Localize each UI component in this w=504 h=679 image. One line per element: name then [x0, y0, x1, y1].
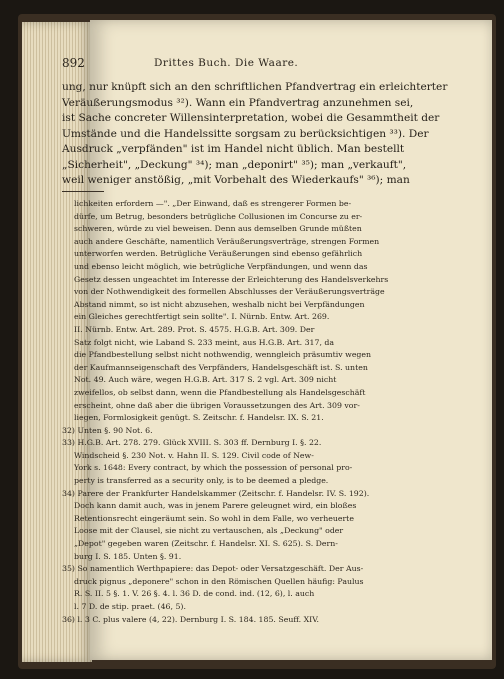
footnote-line: 35) So namentlich Werthpapiere: das Depot- oder Versatzgeschäft. Der Aus-	[62, 564, 364, 574]
footnote-divider	[62, 191, 104, 192]
footnote-line: Gesetz dessen ungeachtet im Interesse der Erleichterung des Handelsverkehrs	[74, 274, 389, 284]
footnote-line: erscheint, ohne daß aber die übrigen Voraussetzungen des Art. 309 vor-	[74, 400, 360, 410]
main-text	[62, 80, 448, 189]
footnote-line: unterworfen werden. Betrügliche Veräußerungen sind ebenso gefährlich	[74, 249, 363, 259]
footnotes	[62, 198, 389, 626]
footnote-line: Abstand nimmt, so ist nicht abzusehen, weshalb nicht bei Verpfändungen	[74, 299, 365, 309]
footnote-line: l. 7 D. de stip. praet. (46, 5).	[74, 602, 186, 611]
footnote-line: „Depot" gegeben waren (Zeitschr. f. Handelsr. XI. S. 625). S. Dern-	[74, 539, 338, 549]
footnote-line: von der Nothwendigkeit des formellen Abschlusses der Veräußerungsverträge	[74, 287, 385, 297]
footnote-line: lichkeiten erfordern —". „Der Einwand, daß es strengerer Formen be-	[74, 199, 352, 208]
footnote-line: 33) H.G.B. Art. 278. 279. Glück XVIII. S. 303 ff. Dernburg I. §. 22.	[62, 438, 322, 448]
page-header	[62, 56, 380, 70]
footnote-line: burg I. S. 185. Unten §. 91.	[74, 551, 182, 561]
running-title: Drittes Buch. Die Waare.	[154, 57, 299, 69]
page-number: 892	[62, 56, 85, 70]
footnote-line: York s. 1648: Every contract, by which the possession of personal pro-	[74, 463, 353, 473]
footnote-line: Satz folgt nicht, wie Laband S. 233 meint, aus H.G.B. Art. 317, da	[74, 337, 335, 347]
footnote-line: Not. 49. Auch wäre, wegen H.G.B. Art. 317 S. 2 vgl. Art. 309 nicht	[74, 375, 337, 385]
footnote-line: Doch kann damit auch, was in jenem Parere geleugnet wird, ein bloßes	[74, 501, 357, 511]
footnote-line: Retentionsrecht eingeräumt sein. So wohl in dem Falle, wo verheuerte	[74, 513, 354, 523]
footnote-line: perty is transferred as a security only, is to be deemed a pledge.	[74, 476, 329, 486]
footnote-line: dürfe, um Betrug, besonders betrügliche Collusionen im Concurse zu er-	[74, 211, 363, 221]
footnote-line: Loose mit der Clausel, sie nicht zu vertauschen, als „Deckung" oder	[74, 526, 344, 536]
text-line: Ausdruck „verpfänden" ist im Handel nicht üblich. Man bestellt	[62, 143, 405, 155]
text-line: weil weniger anstößig, „mit Vorbehalt des Wiederkaufs" ³⁶); man	[62, 174, 410, 186]
footnote-line: liegen, Formlosigkeit genügt. S. Zeitschr. f. Handelsr. IX. S. 21.	[74, 413, 324, 423]
footnote-line: druck pignus „deponere" schon in den Römischen Quellen häufig: Paulus	[74, 576, 364, 586]
footnote-line: auch andere Geschäfte, namentlich Veräußerungsverträge, strengen Formen	[74, 236, 380, 246]
text-line: „Sicherheit", „Deckung" ³⁴); man „deponirt" ³⁵); man „verkauft",	[62, 158, 407, 171]
footnote-line: 32) Unten §. 90 Not. 6.	[62, 425, 153, 435]
text-line: Veräußerungsmodus ³²). Wann ein Pfandvertrag anzunehmen sei,	[62, 96, 414, 109]
footnote-line: die Pfandbestellung selbst nicht nothwendig, wenngleich präsumtiv wegen	[74, 350, 372, 360]
text-line: ist Sache concreter Willensinterpretation, wobei die Gesammtheit der	[62, 112, 440, 124]
footnote-line: Windscheid §. 230 Not. v. Hahn II. S. 129. Civil code of New-	[74, 450, 314, 460]
text-line: ung, nur knüpft sich an den schriftlichen Pfandvertrag ein erleichterter	[62, 81, 448, 93]
footnote-line: schweren, würde zu viel beweisen. Denn aus demselben Grunde müßten	[74, 224, 362, 234]
footnote-line: zweifellos, ob selbst dann, wenn die Pfandbestellung als Handelsgeschäft	[74, 387, 366, 397]
footnote-line: R. S. II. 5 §. 1. V. 26 §. 4. l. 36 D. de cond. ind. (12, 6), l. auch	[74, 589, 315, 599]
footnote-line: II. Nürnb. Entw. Art. 289. Prot. S. 4575. H.G.B. Art. 309. Der	[74, 324, 315, 334]
footnote-line: 36) l. 3 C. plus valere (4, 22). Dernburg I. S. 184. 185. Seuff. XIV.	[62, 614, 319, 624]
footnote-line: 34) Parere der Frankfurter Handelskammer (Zeitschr. f. Handelsr. IV. S. 192).	[62, 488, 370, 498]
footnote-line: ein Gleiches gerechtfertigt sein sollte". I. Nürnb. Entw. Art. 269.	[74, 312, 330, 322]
footnote-line: der Kaufmannseigenschaft des Verpfänders, Handelsgeschäft ist. S. unten	[74, 362, 368, 372]
footnote-line: und ebenso leicht möglich, wie betrügliche Verpfändungen, und wenn das	[74, 261, 368, 271]
text-line: Umstände und die Handelssitte sorgsam zu berücksichtigen ³³). Der	[62, 127, 429, 140]
